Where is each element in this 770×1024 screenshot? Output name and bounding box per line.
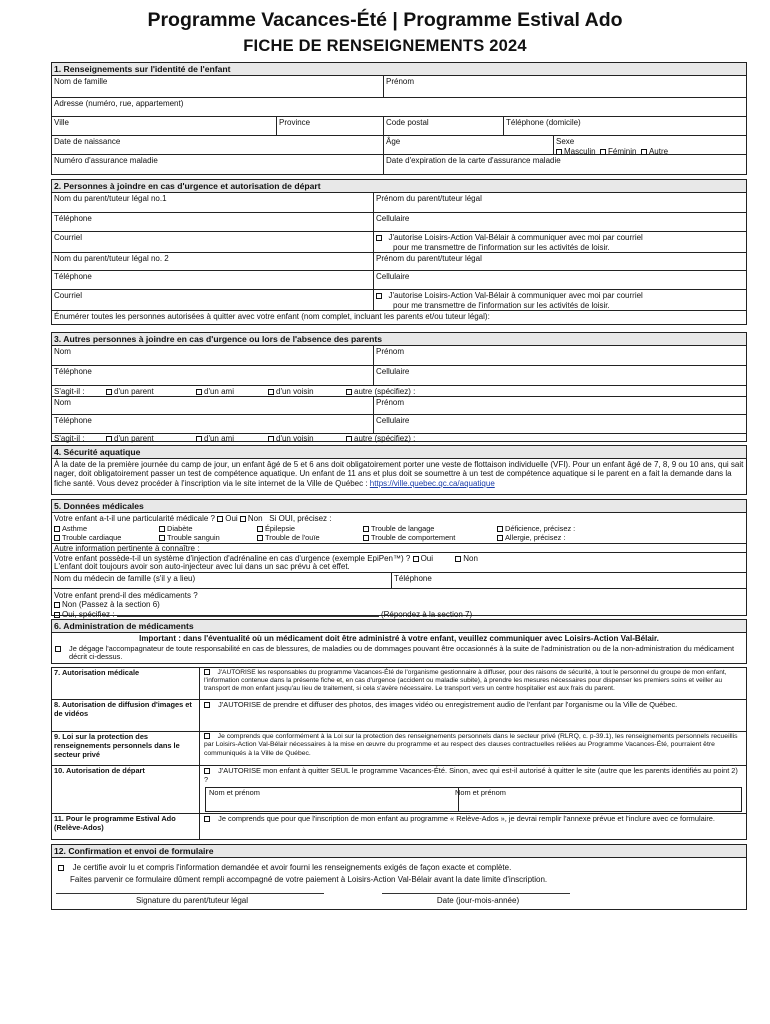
contact2-sagit: S'agit-il : xyxy=(54,434,85,443)
epipen-non-checkbox[interactable] xyxy=(455,556,461,562)
row-insurance xyxy=(52,155,746,175)
section-3-heading: 3. Autres personnes à joindre en cas d'urgence ou lors de l'absence des parents xyxy=(52,333,746,346)
contact1-autre-label: autre (spécifiez) : xyxy=(354,387,416,396)
contact1-autre-checkbox[interactable] xyxy=(346,389,352,395)
prenom-label: Prénom xyxy=(386,77,415,86)
section-1 xyxy=(51,62,747,175)
section-12 xyxy=(51,844,747,910)
cardiaque-checkbox[interactable] xyxy=(54,535,60,541)
s8-checkbox[interactable] xyxy=(204,702,210,708)
medicaments-specify-line[interactable] xyxy=(117,610,379,617)
section-1-heading: 1. Renseignements sur l'identité de l'enfant xyxy=(52,63,746,76)
deficience-label: Déficience, précisez : xyxy=(505,523,576,533)
deficience-checkbox[interactable] xyxy=(497,526,503,532)
sexe-label: Sexe xyxy=(556,137,575,146)
contact1-nom-label: Nom xyxy=(54,347,71,356)
s7-checkbox[interactable] xyxy=(204,669,210,675)
section-3 xyxy=(51,332,747,442)
medical-non-label: Non xyxy=(247,514,263,523)
contact2-tel-field[interactable] xyxy=(52,415,374,433)
s10-text: J'AUTORISE mon enfant à quitter SEUL le programme Vacances-Été. Sinon, avec qui est-il autorisé à quitter le site (autre que les parents identifiés au point 2) ? xyxy=(204,766,738,784)
langage-checkbox[interactable] xyxy=(363,526,369,532)
ouie-checkbox[interactable] xyxy=(257,535,263,541)
s9-checkbox[interactable] xyxy=(204,733,210,739)
masculin-label: Masculin xyxy=(564,146,596,156)
contact1-parent-label: d'un parent xyxy=(114,387,154,396)
parent2-consent xyxy=(374,290,746,310)
contact2-autre-checkbox[interactable] xyxy=(346,436,352,442)
s8-text-cell xyxy=(200,700,746,731)
assurance-label: Numéro d'assurance maladie xyxy=(54,156,158,165)
parent1-nom-field[interactable] xyxy=(52,193,374,212)
medical-q1-label: Votre enfant a-t-il une particularité médicale ? xyxy=(54,514,215,523)
s8-text: J'AUTORISE de prendre et diffuser des photos, des images vidéo ou enregistrement audio de l'enfant par l'organisme ou la Ville de Québec. xyxy=(218,700,678,709)
s11-text: Je comprends que pour que l'inscription de mon enfant au programme « Relève-Ados », je devrai remplir l'annexe prévue et l'inclure avec ce formulaire. xyxy=(218,814,715,823)
important-note: Important : dans l'éventualité où un médicament doit être administré à votre enfant, veuillez communiquer avec Loisirs-Action Val-Bélair. xyxy=(139,634,659,643)
sanguin-label: Trouble sanguin xyxy=(167,532,220,542)
section-4 xyxy=(51,445,747,495)
section-5-heading: 5. Données médicales xyxy=(52,500,746,513)
medecin-label: Nom du médecin de famille (s'il y a lieu) xyxy=(54,574,196,583)
parent1-consent-checkbox[interactable] xyxy=(376,235,382,241)
expiration-field[interactable] xyxy=(384,155,746,175)
age-label: Âge xyxy=(386,137,401,146)
section-6-heading: 6. Administration de médicaments xyxy=(52,620,746,633)
parent2-consent-checkbox[interactable] xyxy=(376,293,382,299)
medicaments-non-label: Non (Passez à la section 6) xyxy=(62,600,160,610)
contact1-voisin-checkbox[interactable] xyxy=(268,389,274,395)
section-12-heading: 12. Confirmation et envoi de formulaire xyxy=(52,845,746,858)
page-subtitle: FICHE DE RENSEIGNEMENTS 2024 xyxy=(243,37,527,55)
allergie-label: Allergie, précisez : xyxy=(505,532,566,542)
langage-label: Trouble de langage xyxy=(371,523,435,533)
cardiaque-label: Trouble cardiaque xyxy=(62,532,122,542)
medicaments-label: Votre enfant prend-il des médicaments ? xyxy=(54,591,198,600)
s7-text: J'AUTORISE les responsables du programme Vacances-Été de l'organisme gestionnaire à diffuser, pour des raisons de sécurité, à tout le personnel du groupe de mon enfant, l'information contenue dans la présente fiche et, en cas d'urgence (accident ou maladie subite), à prendre les mesures nécessaires pour dispenser les premiers soins et veiller au transport de mon enfant jusqu'au lieu de traitement, si cela s'avère nécessaire. Le transport vers un centre hospitalier est aux frais du parent. xyxy=(204,669,727,693)
contact1-prenom-label: Prénom xyxy=(376,347,405,356)
faites-text: Faites parvenir ce formulaire dûment rempli accompagné de votre paiement à Loisirs-Action Val-Bélair avant la date limite d'inscription. xyxy=(70,874,548,884)
adresse-field[interactable] xyxy=(52,98,746,116)
contact2-voisin-checkbox[interactable] xyxy=(268,436,274,442)
contact1-relation xyxy=(52,386,746,397)
diabete-label: Diabète xyxy=(167,523,193,533)
contact1-ami-checkbox[interactable] xyxy=(196,389,202,395)
row-city xyxy=(52,117,746,136)
asthme-label: Asthme xyxy=(62,523,88,533)
signature-label: Signature du parent/tuteur légal xyxy=(135,896,249,905)
epilepsie-checkbox[interactable] xyxy=(257,526,263,532)
contact2-relation xyxy=(52,434,746,444)
parent2-label: Nom du parent/tuteur légal no. 2 xyxy=(54,254,169,263)
degage-block xyxy=(52,645,746,663)
parent1-cell-label: Cellulaire xyxy=(376,214,410,223)
parent2-cell-field[interactable] xyxy=(374,271,746,289)
s11-label: 11. Pour le programme Estival Ado (Relève-Ados) xyxy=(52,814,200,839)
signature-line[interactable] xyxy=(56,893,324,894)
contact1-voisin-label: d'un voisin xyxy=(276,387,314,396)
s11-text-cell xyxy=(200,814,746,839)
naissance-label: Date de naissance xyxy=(54,137,121,146)
section-5 xyxy=(51,499,747,619)
contact1-parent-checkbox[interactable] xyxy=(106,389,112,395)
section-2 xyxy=(51,179,747,325)
parent2-courriel-field[interactable] xyxy=(52,290,374,310)
contact2-prenom-field[interactable] xyxy=(374,397,746,414)
expiration-label: Date d'expiration de la carte d'assurance maladie xyxy=(386,156,561,165)
row-address xyxy=(52,98,746,117)
parent2-prenom-field[interactable] xyxy=(374,253,746,270)
allergie-checkbox[interactable] xyxy=(497,535,503,541)
degage-checkbox[interactable] xyxy=(55,646,61,652)
parent1-cell-field[interactable] xyxy=(374,213,746,231)
parent2-consent-text: J'autorise Loisirs-Action Val-Bélair à communiquer avec moi par courriel xyxy=(388,291,643,300)
parent2-nom-field[interactable] xyxy=(52,253,374,270)
row-name xyxy=(52,76,746,98)
parent1-courriel-field[interactable] xyxy=(52,232,374,252)
medecin-field[interactable] xyxy=(52,573,392,588)
medical-oui-checkbox[interactable] xyxy=(217,516,223,522)
feminin-checkbox[interactable] xyxy=(600,149,606,155)
autre-checkbox[interactable] xyxy=(641,149,647,155)
code-postal-label: Code postal xyxy=(386,118,429,127)
parent1-prenom-field[interactable] xyxy=(374,193,746,212)
contact1-nom-field[interactable] xyxy=(52,346,374,365)
s9-text: Je comprends que conformément à la Loi sur la protection des renseignements personnels dans le secteur privé (RLRQ, c. p-39.1), les renseignements personnels recueillis par Loisirs-Action Val-Bélair nécessaires à la mise en œuvre du programme et au respect des clauses contractuelles reliées au Programme Vacances-Été, pourraient être communiqués à la Ville de Québec. xyxy=(204,733,738,757)
aquatique-link[interactable]: https://ville.quebec.qc.ca/aquatique xyxy=(369,478,495,488)
medicaments-oui-checkbox[interactable] xyxy=(54,612,60,618)
epipen-oui-checkbox[interactable] xyxy=(413,556,419,562)
certifie-block xyxy=(52,858,746,874)
parent1-tel-field[interactable] xyxy=(52,213,374,231)
s7-text-cell xyxy=(200,668,746,699)
date-label: Date (jour-mois-année) xyxy=(436,896,520,905)
nom-label: Nom de famille xyxy=(54,77,108,86)
s8-label: 8. Autorisation de diffusion d'images et de vidéos xyxy=(52,700,200,731)
epipen-non-label: Non xyxy=(463,553,478,563)
degage-text: Je dégage l'accompagnateur de toute responsabilité en cas de blessures, de maladies ou de dommages pouvant être occasionnés à la suite de l'administration ou de la non-administration du médicament décrit ci-dessus. xyxy=(69,643,735,662)
parent1-tel-label: Téléphone xyxy=(54,214,92,223)
contact2-nom-label: Nom xyxy=(54,398,71,407)
telephone-label: Téléphone (domicile) xyxy=(506,118,581,127)
medicaments-oui-label: Oui, spécifiez : xyxy=(62,609,115,619)
code-postal-field[interactable] xyxy=(384,117,504,135)
aquatique-text xyxy=(52,459,746,489)
parent1-consent-text: J'autorise Loisirs-Action Val-Bélair à communiquer avec moi par courriel xyxy=(388,233,643,242)
epipen-note: L'enfant doit toujours avoir son auto-injecteur avec lui dans un sac prévu à cet effet. xyxy=(54,562,350,571)
feminin-label: Féminin xyxy=(608,146,637,156)
s10-name2-field[interactable] xyxy=(452,788,741,811)
s10-name2-label: Nom et prénom xyxy=(455,788,506,797)
section-4-heading: 4. Sécurité aquatique xyxy=(52,446,746,459)
comportement-checkbox[interactable] xyxy=(363,535,369,541)
row-birth xyxy=(52,136,746,155)
adresse-label: Adresse (numéro, rue, appartement) xyxy=(54,99,184,108)
authorizations xyxy=(51,667,747,840)
epipen-oui-label: Oui xyxy=(420,553,434,563)
autre-info-label: Autre information pertinente à connaître : xyxy=(54,543,200,553)
enumerer-field[interactable] xyxy=(52,311,746,327)
parent1-prenom-label: Prénom du parent/tuteur légal xyxy=(376,194,482,203)
date-line[interactable] xyxy=(382,893,570,894)
prenom-field[interactable] xyxy=(384,76,746,97)
contact1-sagit: S'agit-il : xyxy=(54,387,85,396)
medical-si-oui-label: Si OUI, précisez : xyxy=(269,514,332,523)
section-2-heading: 2. Personnes à joindre en cas d'urgence et autorisation de départ xyxy=(52,180,746,193)
contact2-voisin-label: d'un voisin xyxy=(276,434,314,443)
contact1-cell-field[interactable] xyxy=(374,366,746,385)
medicaments-repondez: (Répondez à la section 7) xyxy=(380,609,473,619)
parent1-consent-text2: pour me transmettre de l'information sur les activités de loisir. xyxy=(393,242,610,252)
masculin-checkbox[interactable] xyxy=(556,149,562,155)
assurance-field[interactable] xyxy=(52,155,384,175)
parent2-tel-label: Téléphone xyxy=(54,272,92,281)
medical-non-checkbox[interactable] xyxy=(240,516,246,522)
s10-checkbox[interactable] xyxy=(204,768,210,774)
s9-label: 9. Loi sur la protection des renseignements personnels dans le secteur privé xyxy=(52,732,200,765)
autre-label: Autre xyxy=(648,146,669,156)
s10-name1-label: Nom et prénom xyxy=(209,788,260,797)
medecin-tel-field[interactable] xyxy=(392,573,746,588)
nom-field[interactable] xyxy=(52,76,384,97)
parent1-label: Nom du parent/tuteur légal no.1 xyxy=(54,194,167,203)
contact2-ami-checkbox[interactable] xyxy=(196,436,202,442)
contact2-parent-checkbox[interactable] xyxy=(106,436,112,442)
s10-name1-field[interactable] xyxy=(206,788,459,811)
epilepsie-label: Épilepsie xyxy=(265,523,295,533)
medicaments-non-checkbox[interactable] xyxy=(54,602,60,608)
comportement-label: Trouble de comportement xyxy=(371,532,456,542)
s10-label: 10. Autorisation de départ xyxy=(52,766,200,813)
certifie-checkbox[interactable] xyxy=(58,865,64,871)
diabete-checkbox[interactable] xyxy=(159,526,165,532)
medecin-tel-label: Téléphone xyxy=(394,574,432,583)
contact1-tel-label: Téléphone xyxy=(54,367,92,376)
section-6 xyxy=(51,619,747,664)
medicaments-block xyxy=(52,589,746,620)
parent2-cell-label: Cellulaire xyxy=(376,272,410,281)
s10-names-box xyxy=(205,787,742,812)
parent2-courriel-label: Courriel xyxy=(54,291,83,300)
sanguin-checkbox[interactable] xyxy=(159,535,165,541)
contact2-prenom-label: Prénom xyxy=(376,398,405,407)
contact2-nom-field[interactable] xyxy=(52,397,374,414)
contact1-cell-label: Cellulaire xyxy=(376,367,410,376)
ville-field[interactable] xyxy=(52,117,277,135)
s10-text-cell xyxy=(200,766,746,813)
aquatique-paragraph: À la date de la première journée du camp de jour, un enfant âgé de 5 et 6 ans doit obligatoirement porter une veste de flottaison individuelle (VFI). Pour un enfant âgé de 7, 8, 9 ou 10 ans, qui sait nager, doit obligatoirement passer un test de compétence aquatique. Un enfant de 11 ans et plus doit se soumettre à un test de compétence aquatique si le parent en a fait la demande dans la fiche santé. Vous devez procéder à l'inscription via le site internet de la Ville de Québec : xyxy=(54,460,744,488)
province-field[interactable] xyxy=(277,117,384,135)
naissance-field[interactable] xyxy=(52,136,384,154)
parent1-courriel-label: Courriel xyxy=(54,233,83,242)
medical-oui-label: Oui xyxy=(225,514,238,523)
sexe-field xyxy=(554,136,746,154)
ville-label: Ville xyxy=(54,118,69,127)
contact2-parent-label: d'un parent xyxy=(114,434,154,443)
s9-text-cell xyxy=(200,732,746,765)
parent2-prenom-label: Prénom du parent/tuteur légal xyxy=(376,254,482,263)
contact2-cell-label: Cellulaire xyxy=(376,416,410,425)
page-title: Programme Vacances-Été | Programme Estival Ado xyxy=(147,9,623,31)
parent1-consent xyxy=(374,232,746,252)
contact2-autre-label: autre (spécifiez) : xyxy=(354,434,416,443)
ouie-label: Trouble de l'ouïe xyxy=(265,532,320,542)
s11-checkbox[interactable] xyxy=(204,816,210,822)
contact2-cell-field[interactable] xyxy=(374,415,746,433)
province-label: Province xyxy=(279,118,311,127)
contact1-prenom-field[interactable] xyxy=(374,346,746,365)
enumerer-label: Énumérer toutes les personnes autorisées à quitter avec votre enfant (nom complet, incluant les parents et/ou tuteur légal): xyxy=(54,312,490,321)
age-field[interactable] xyxy=(384,136,554,154)
certifie-text: Je certifie avoir lu et compris l'information demandée et avoir fourni les renseignements exigés de façon exacte et complète. xyxy=(72,863,512,872)
signature-row xyxy=(52,885,746,907)
contact2-ami-label: d'un ami xyxy=(204,434,234,443)
epipen-label: Votre enfant possède-t-il un système d'injection d'adrénaline en cas d'urgence (exemple EpiPen™) ? xyxy=(54,553,411,563)
contact2-tel-label: Téléphone xyxy=(54,416,92,425)
s7-label: 7. Autorisation médicale xyxy=(52,668,200,699)
asthme-checkbox[interactable] xyxy=(54,526,60,532)
contact1-ami-label: d'un ami xyxy=(204,387,234,396)
parent2-consent-text2: pour me transmettre de l'information sur les activités de loisir. xyxy=(393,300,610,310)
parent2-tel-field[interactable] xyxy=(52,271,374,289)
contact1-tel-field[interactable] xyxy=(52,366,374,385)
telephone-field[interactable] xyxy=(504,117,746,135)
